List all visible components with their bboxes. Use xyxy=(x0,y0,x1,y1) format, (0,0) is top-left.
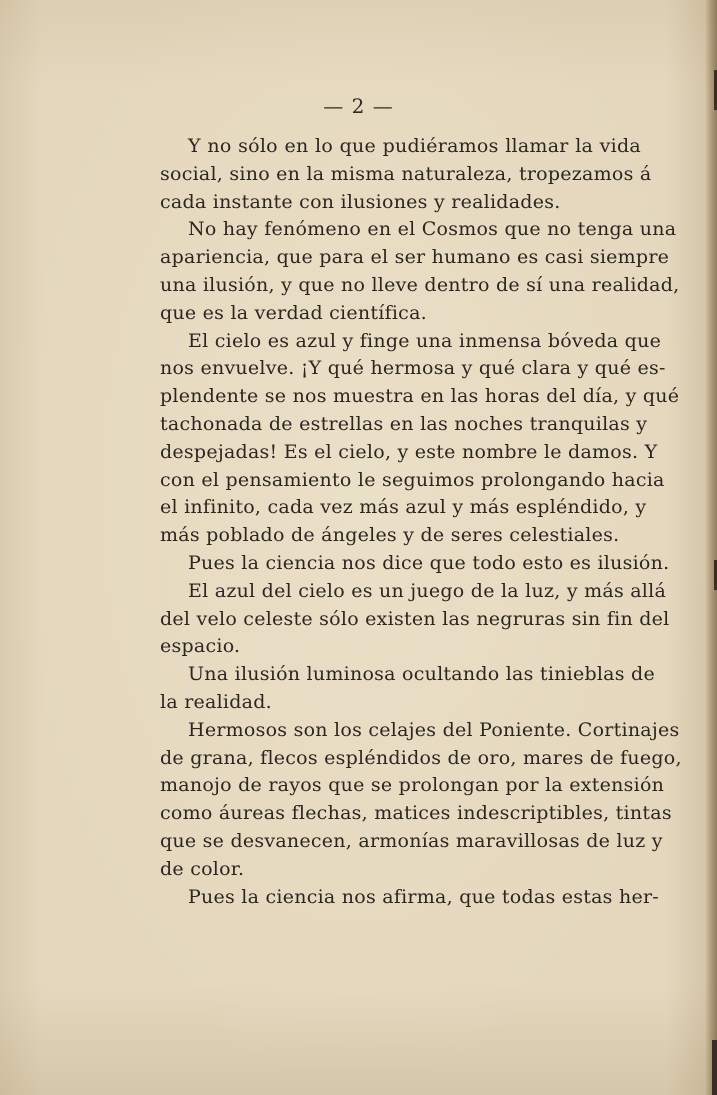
paragraph-5 xyxy=(160,578,670,661)
paragraph-2 xyxy=(160,216,680,327)
paragraph-1 xyxy=(160,133,652,216)
text-line: El cielo es azul y finge una inmensa bóveda que xyxy=(188,329,662,352)
body-text xyxy=(160,133,682,911)
text-line: nos envuelve. ¡Y qué hermosa y qué clara y qué es- xyxy=(160,357,666,380)
text-line: social, sino en la misma naturaleza, tropezamos á xyxy=(160,162,652,185)
text-line: más poblado de ángeles y de seres celestiales. xyxy=(160,524,620,547)
text-line: el infinito, cada vez más azul y más espléndido, y xyxy=(160,496,647,519)
paragraph-3 xyxy=(160,328,680,550)
text-line: Y no sólo en lo que pudiéramos llamar la vida xyxy=(188,135,641,157)
text-line: la realidad. xyxy=(160,690,272,713)
paragraph-7 xyxy=(160,717,682,884)
text-line: que se desvanecen, armonías maravillosas de luz y xyxy=(160,829,663,852)
page-edge-mark xyxy=(712,1040,717,1095)
text-line: El azul del cielo es un juego de la luz, y más allá xyxy=(188,579,667,602)
text-line: cada instante con ilusiones y realidades. xyxy=(160,190,561,213)
text-line: de color. xyxy=(160,857,245,880)
paragraph-4 xyxy=(160,550,670,578)
text-line: con el pensamiento le seguimos prolongando hacia xyxy=(160,468,665,491)
page-edge-shadow xyxy=(705,0,717,1095)
text-line: Una ilusión luminosa ocultando las tinieblas de xyxy=(188,663,655,686)
text-line: Hermosos son los celajes del Poniente. Cortinajes xyxy=(188,718,680,741)
text-line: de grana, flecos espléndidos de oro, mares de fuego, xyxy=(160,746,682,769)
paragraph-8 xyxy=(160,884,659,912)
text-line: apariencia, que para el ser humano es casi siempre xyxy=(160,246,670,269)
text-line: plendente se nos muestra en las horas del día, y qué xyxy=(160,385,680,408)
text-line: del velo celeste sólo existen las negruras sin fin del xyxy=(160,607,670,630)
text-line: una ilusión, y que no lleve dentro de sí una realidad, xyxy=(160,273,680,296)
text-line: Pues la ciencia nos afirma, que todas estas her- xyxy=(188,885,659,908)
text-line: como áureas flechas, matices indescriptibles, tintas xyxy=(160,802,672,825)
page-number: — 2 — xyxy=(323,94,394,118)
paragraph-6 xyxy=(160,661,655,717)
text-line: manojo de rayos que se prolongan por la extensión xyxy=(160,774,665,797)
text-line: Pues la ciencia nos dice que todo esto es ilusión. xyxy=(188,551,670,574)
text-line: que es la verdad científica. xyxy=(160,301,427,324)
text-line: No hay fenómeno en el Cosmos que no tenga una xyxy=(188,218,677,241)
text-line: espacio. xyxy=(160,635,241,658)
text-line: despejadas! Es el cielo, y este nombre le damos. Y xyxy=(160,440,658,463)
text-line: tachonada de estrellas en las noches tranquilas y xyxy=(160,412,648,435)
